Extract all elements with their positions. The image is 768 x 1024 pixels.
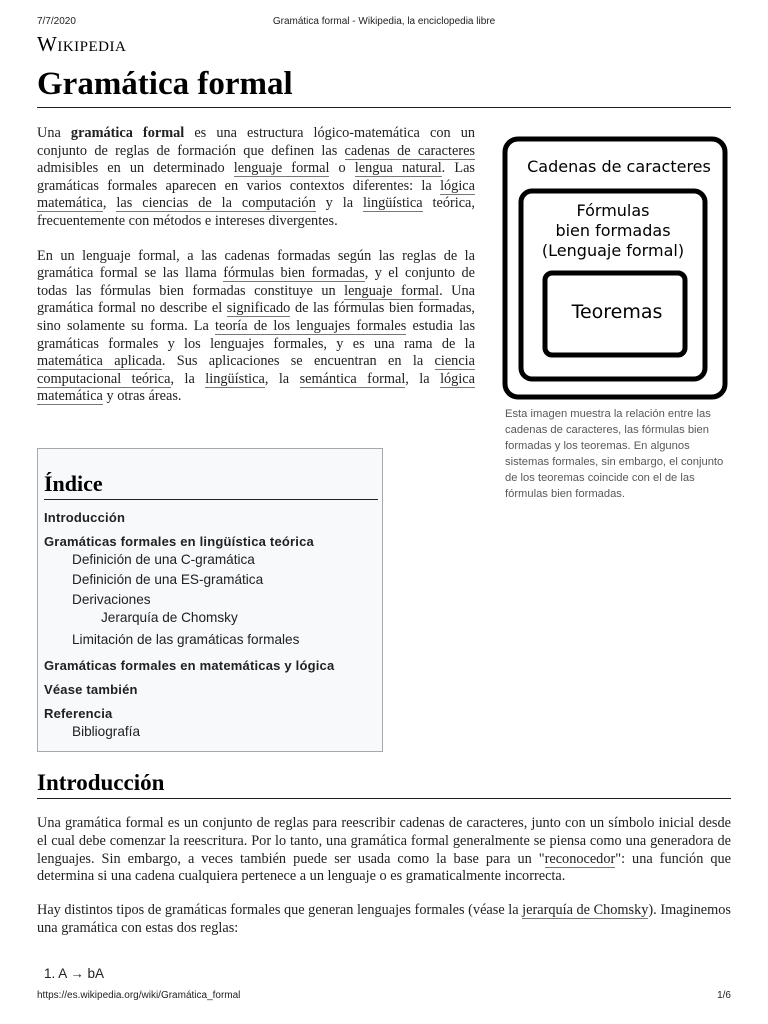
text-run: de las fórmulas bien formadas, sino solamente su forma. La [37, 300, 475, 334]
inline-link[interactable]: lengua natural [354, 160, 442, 177]
text-run: o [329, 160, 355, 177]
print-url: https://es.wikipedia.org/wiki/Gramática_formal [37, 990, 241, 1001]
inline-link[interactable]: lenguaje formal [233, 160, 330, 177]
grammar-rule [44, 966, 104, 981]
toc-item-derivaciones[interactable]: Derivaciones [72, 592, 151, 607]
inline-link[interactable]: lógica matemática [37, 370, 475, 405]
text-run: , la [170, 370, 206, 387]
inner-set-label: Teoremas [571, 301, 663, 323]
text-run: y la [315, 195, 364, 212]
text-run: , [102, 195, 117, 212]
page-title: Gramática formal [37, 66, 731, 108]
nested-sets-diagram [500, 135, 730, 401]
table-of-contents [37, 448, 383, 752]
text-run: ). Imaginemos una gramática con estas dos reglas: [37, 902, 731, 936]
inline-link[interactable]: semántica formal [299, 370, 406, 387]
inline-link[interactable]: fórmulas bien formadas [223, 265, 365, 282]
inline-link[interactable]: teoría de los lenguajes formales [215, 317, 407, 334]
section-heading-introduccion: Introducción [37, 770, 731, 799]
inline-link[interactable]: ciencia computacional teórica [37, 353, 475, 387]
toc-title: Índice [44, 471, 378, 500]
text-run: , y el conjunto de todas las fórmulas bien formadas constituye un [37, 265, 475, 299]
toc-item-bibliografia[interactable]: Bibliografía [72, 724, 141, 739]
print-date: 7/7/2020 [37, 16, 76, 27]
inline-link[interactable]: las ciencias de la computación [116, 195, 316, 212]
text-run: Una gramática formal es un conjunto de reglas para reescribir cadenas de caracteres, junto con un símbolo inicial desde el cual debe comenzar la reescritura. Por lo tanto, una gramática formal generalmente se piensa como una generadora de lenguajes. Sin embargo, a veces también puede ser usada como la base para un " [37, 815, 731, 867]
wikipedia-logo[interactable]: Wikipedia [37, 32, 127, 56]
text-run: Una [37, 125, 71, 141]
lead-paragraph-2 [37, 248, 475, 406]
rule-number: 1. [44, 966, 56, 981]
outer-set-label: Cadenas de caracteres [527, 157, 711, 176]
rule-text: A → bA [58, 966, 105, 981]
toc-item-vease-tambien[interactable]: Véase también [44, 682, 138, 697]
text-run: y otras áreas. [102, 388, 182, 405]
lead-paragraph-1 [37, 125, 475, 231]
toc-item-gramaticas-linguistica[interactable]: Gramáticas formales en lingüística teórica [44, 534, 314, 549]
lead-section [37, 125, 475, 423]
figure-diagram[interactable] [500, 135, 730, 401]
text-run: En un lenguaje formal, a las cadenas formadas según las reglas de la gramática formal se las llama [37, 247, 475, 282]
print-header [37, 16, 731, 30]
text-run: admisibles en un determinado [37, 160, 234, 177]
intro-paragraph-1 [37, 815, 731, 886]
print-footer [37, 990, 731, 1004]
toc-item-c-gramatica[interactable]: Definición de una C-gramática [72, 552, 255, 567]
text-run: teórica, frecuentemente con métodos e intereses divergentes. [37, 195, 475, 229]
toc-item-es-gramatica[interactable]: Definición de una ES-gramática [72, 572, 264, 587]
inline-link[interactable]: lenguaje formal [344, 282, 440, 299]
text-run: , la [264, 370, 300, 387]
print-document-title: Gramática formal - Wikipedia, la enciclopedia libre [272, 16, 496, 27]
bold-term: gramática formal [70, 125, 185, 141]
text-run: ": una función que determina si una cadena cualquiera pertenece a un lenguaje o es gramaticalmente incorrecta. [37, 850, 731, 885]
middle-set-label-2: bien formadas [555, 221, 671, 240]
text-run: estudia las gramáticas formales y los lenguajes formales, y es una rama de la [37, 317, 476, 352]
figure-caption: Esta imagen muestra la relación entre las cadenas de caracteres, las fórmulas bien formadas y los teoremas. En algunos sistemas formales, sin embargo, el conjunto de los teoremas coincide con el de las fórmulas bien formadas. [505, 408, 724, 500]
text-run: , la [405, 370, 441, 387]
inline-link[interactable]: matemática aplicada [37, 353, 162, 370]
inline-link[interactable]: significado [226, 300, 291, 317]
inline-link[interactable]: cadenas de caracteres [344, 142, 475, 159]
print-page-number: 1/6 [717, 990, 731, 1001]
text-run: . Sus aplicaciones se encuentran en la [161, 353, 435, 370]
middle-set-label-1: Fórmulas [576, 201, 650, 220]
text-run: . Una gramática formal no describe el [37, 282, 475, 317]
toc-item-jerarquia-chomsky[interactable]: Jerarquía de Chomsky [101, 610, 238, 625]
introduction-body [37, 815, 731, 954]
inline-link[interactable]: reconocedor [544, 850, 616, 867]
text-run: Hay distintos tipos de gramáticas formales que generan lenguajes formales (véase la [37, 902, 523, 919]
text-run: es una estructura lógico-matemática con un conjunto de reglas de formación que definen las [37, 125, 475, 159]
inline-link[interactable]: lingüística [363, 195, 423, 212]
middle-set-label-3: (Lenguaje formal) [541, 241, 685, 260]
toc-item-limitacion[interactable]: Limitación de las gramáticas formales [72, 632, 300, 647]
inline-link[interactable]: jerarquía de Chomsky [522, 902, 649, 919]
toc-item-gramaticas-matematicas[interactable]: Gramáticas formales en matemáticas y lógica [44, 658, 335, 673]
grammar-rules-list [44, 966, 104, 981]
inline-link[interactable]: lógica matemática [37, 177, 475, 212]
toc-item-referencia[interactable]: Referencia [44, 706, 113, 721]
intro-paragraph-2 [37, 902, 731, 938]
toc-item-introduccion[interactable]: Introducción [44, 510, 126, 525]
inline-link[interactable]: lingüística [205, 370, 265, 387]
text-run: . Las gramáticas formales aparecen en varios contextos diferentes: la [37, 160, 475, 194]
